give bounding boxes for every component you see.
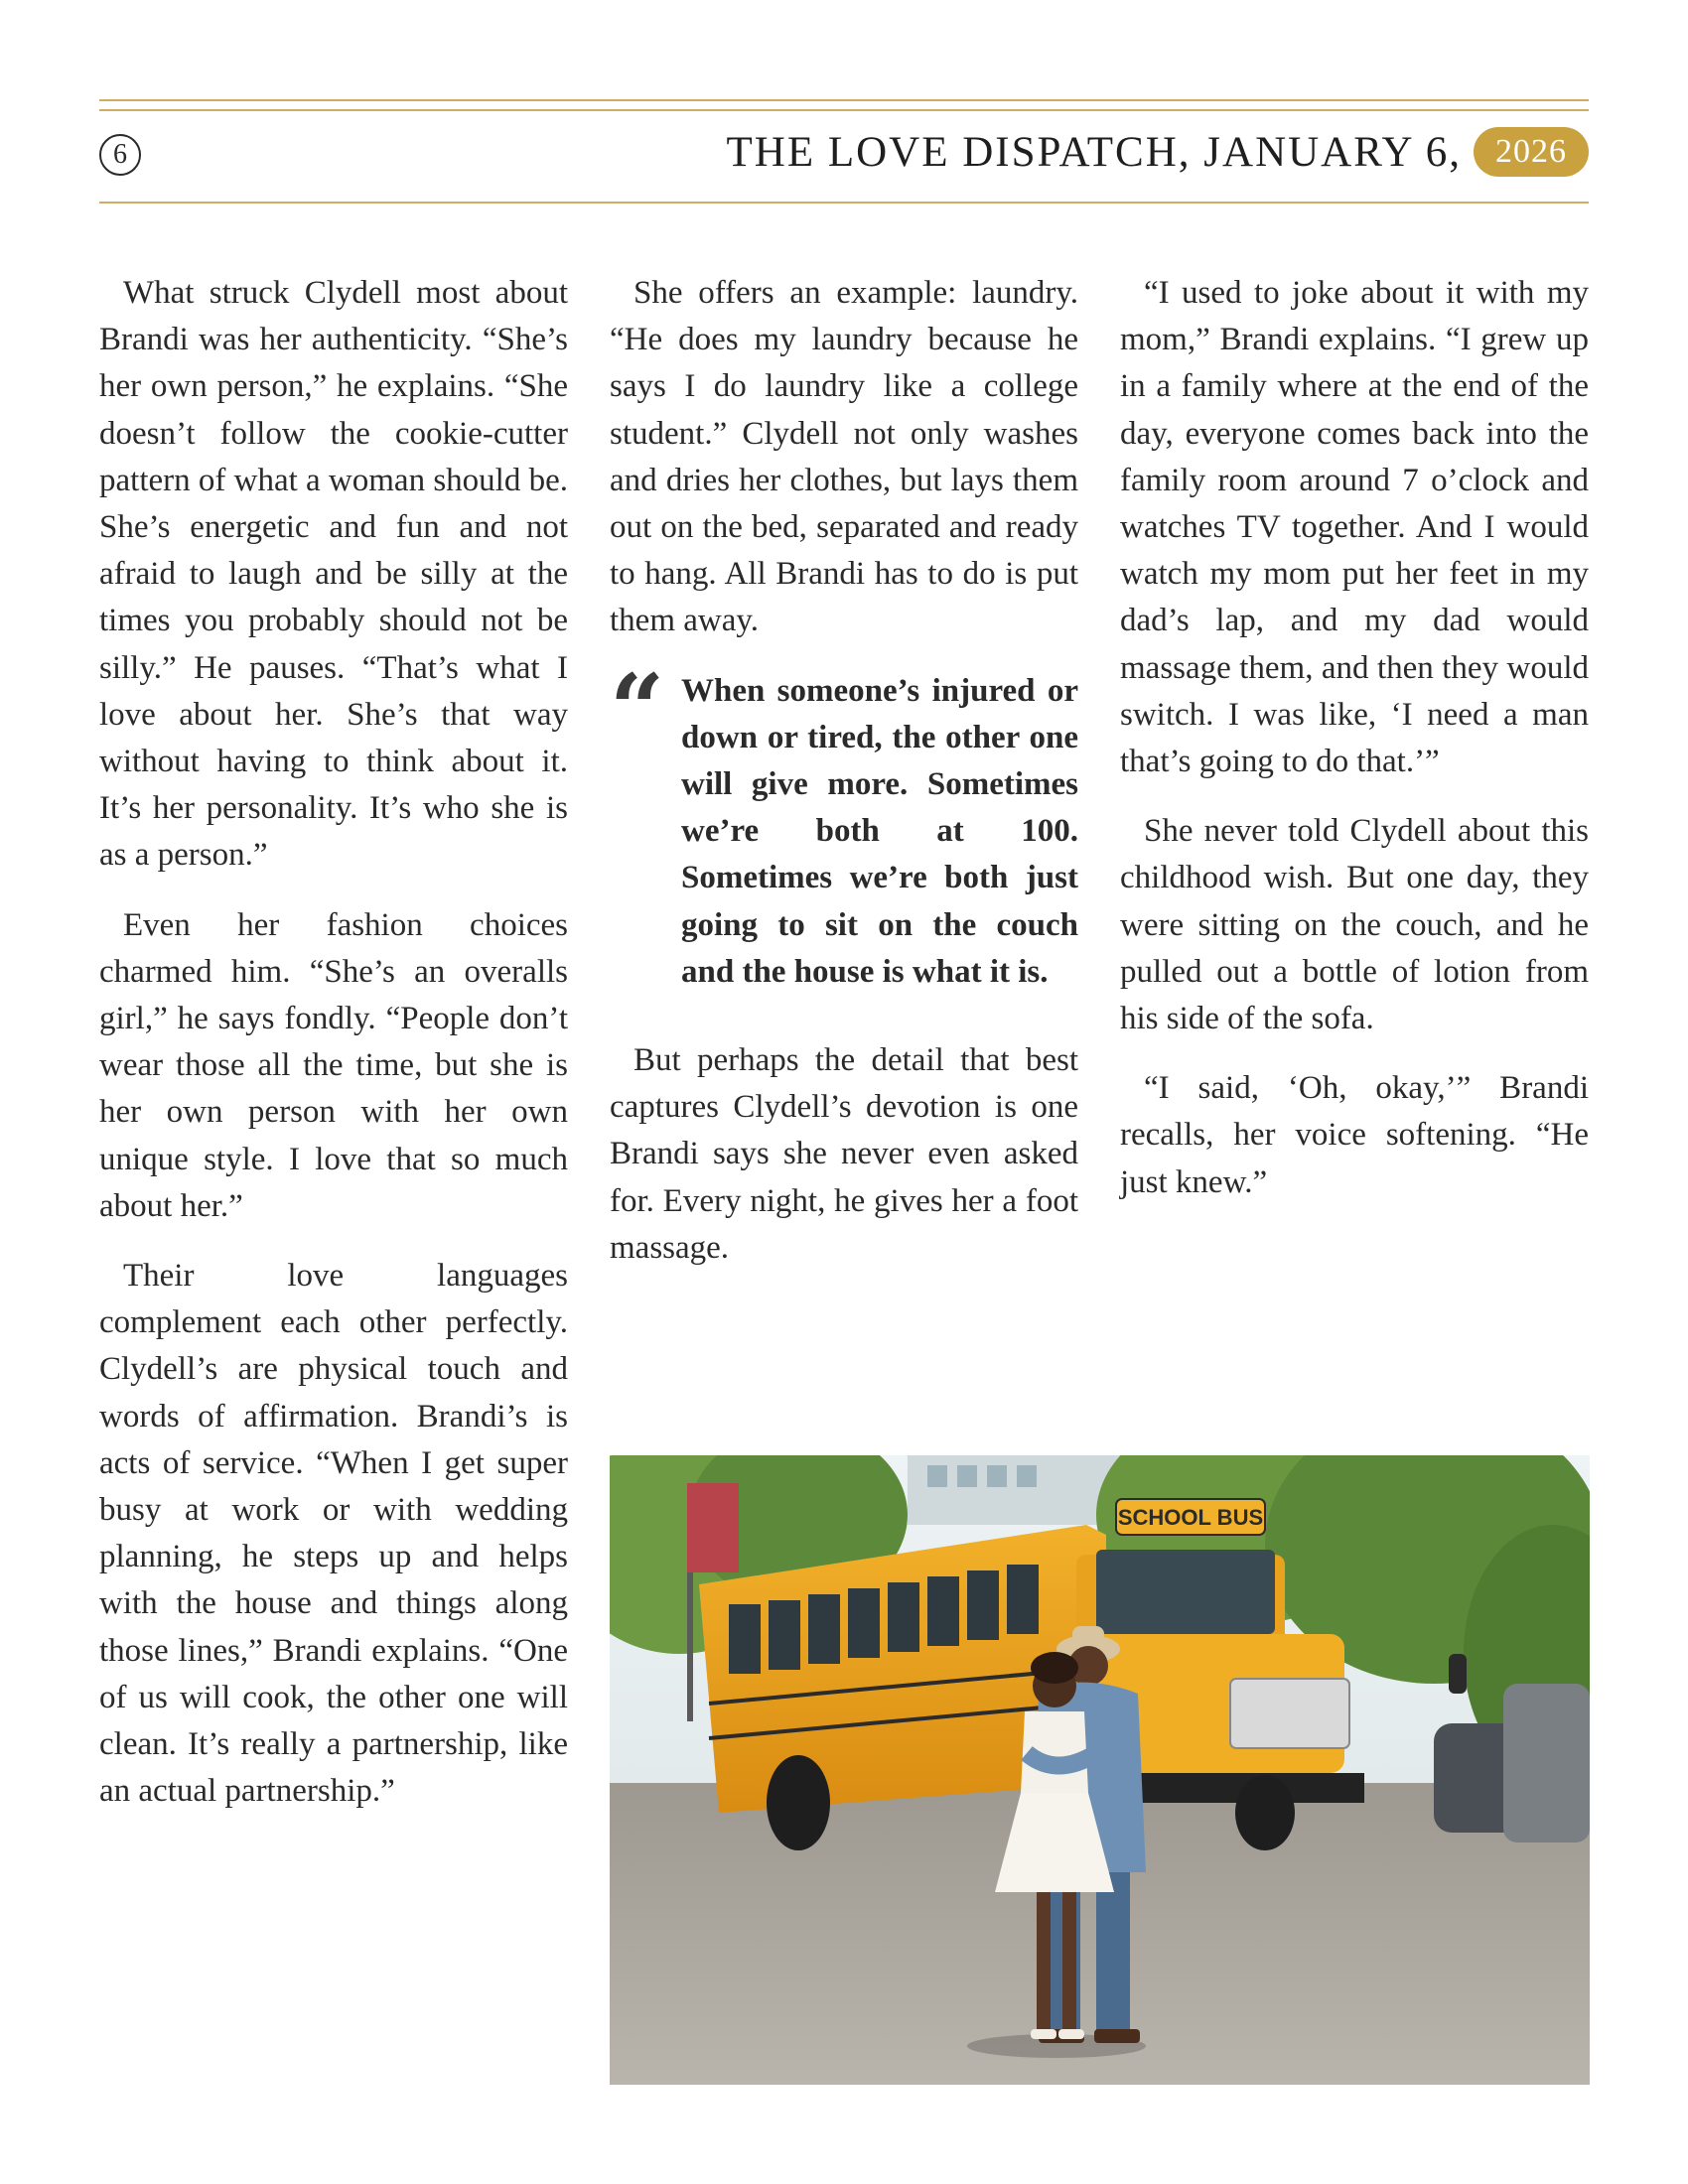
bus-sign-text: SCHOOL BUS [1117, 1505, 1264, 1530]
pull-quote-text: When someone’s injured or down or tired, the other one will give more. Sometimes we’re both at 100. Sometimes we’re both just going to sit on the couch and the house is what it is. [681, 672, 1078, 990]
article-column-1 [99, 270, 568, 1839]
top-rule [99, 99, 1589, 101]
article-column-3 [1120, 270, 1589, 1229]
photo-illustration [610, 1455, 1590, 2085]
year-badge: 2026 [1474, 127, 1589, 177]
top-rule-inner [99, 109, 1589, 111]
header-bottom-rule [99, 202, 1589, 204]
quote-mark-icon: “ [610, 652, 665, 765]
page-number-text: 6 [113, 139, 127, 170]
masthead-title: THE LOVE DISPATCH, JANUARY 6, [726, 128, 1462, 176]
paragraph: What struck Clydell most about Brandi was her authenticity. “She’s her own person,” he explains. “She doesn’t follow the cookie-cutter pattern of what a woman should be. She’s energetic and fun and not afraid to laugh and be silly at the times you probably should not be silly.” He pauses. “That’s what I love about her. She’s that way without having to think about it. It’s her personality. It’s who she is as a person.” [99, 275, 568, 874]
paragraph: But perhaps the detail that best captures Clydell’s devotion is one Brandi says she never even asked for. Every night, he gives her a foot massage. [610, 1042, 1078, 1266]
paragraph: She never told Clydell about this childhood wish. But one day, they were sitting on the couch, and he pulled out a bottle of lotion from his side of the sofa. [1120, 813, 1589, 1037]
pull-quote [610, 652, 1078, 996]
paragraph: She offers an example: laundry. “He does my laundry because he says I do laundry like a college student.” Clydell not only washes and dries her clothes, but lays them out on the bed, separated and ready to hang. All Brandi has to do is put them away. [610, 275, 1078, 639]
paragraph: Even her fashion choices charmed him. “She’s an overalls girl,” he says fondly. “People don’t wear those all the time, but she is her own person with her own unique style. I love that so much about her.” [99, 906, 568, 1224]
paragraph: Their love languages complement each other perfectly. Clydell’s are physical touch and words of affirmation. Brandi’s is acts of service. “When I get super busy at work or with wedding planning, he steps up and helps with the house and things along those lines,” Brandi explains. “One of us will cook, the other one will clean. It’s really a partnership, like an actual partnership.” [99, 1258, 568, 1810]
page-number [99, 134, 141, 176]
paragraph: “I said, ‘Oh, okay,’” Brandi recalls, her voice softening. “He just knew.” [1120, 1070, 1589, 1200]
paragraph: “I used to joke about it with my mom,” Brandi explains. “I grew up in a family where at the end of the day, everyone comes back into the family room around 7 o’clock and watches TV together. And I would watch my mom put her feet in my dad’s lap, and my dad would massage them, and then they would switch. I was like, ‘I need a man that’s going to do that.’” [1120, 275, 1589, 780]
masthead [727, 123, 1589, 181]
article-column-2 [610, 270, 1078, 1295]
couple-school-bus-photo [610, 1455, 1590, 2085]
